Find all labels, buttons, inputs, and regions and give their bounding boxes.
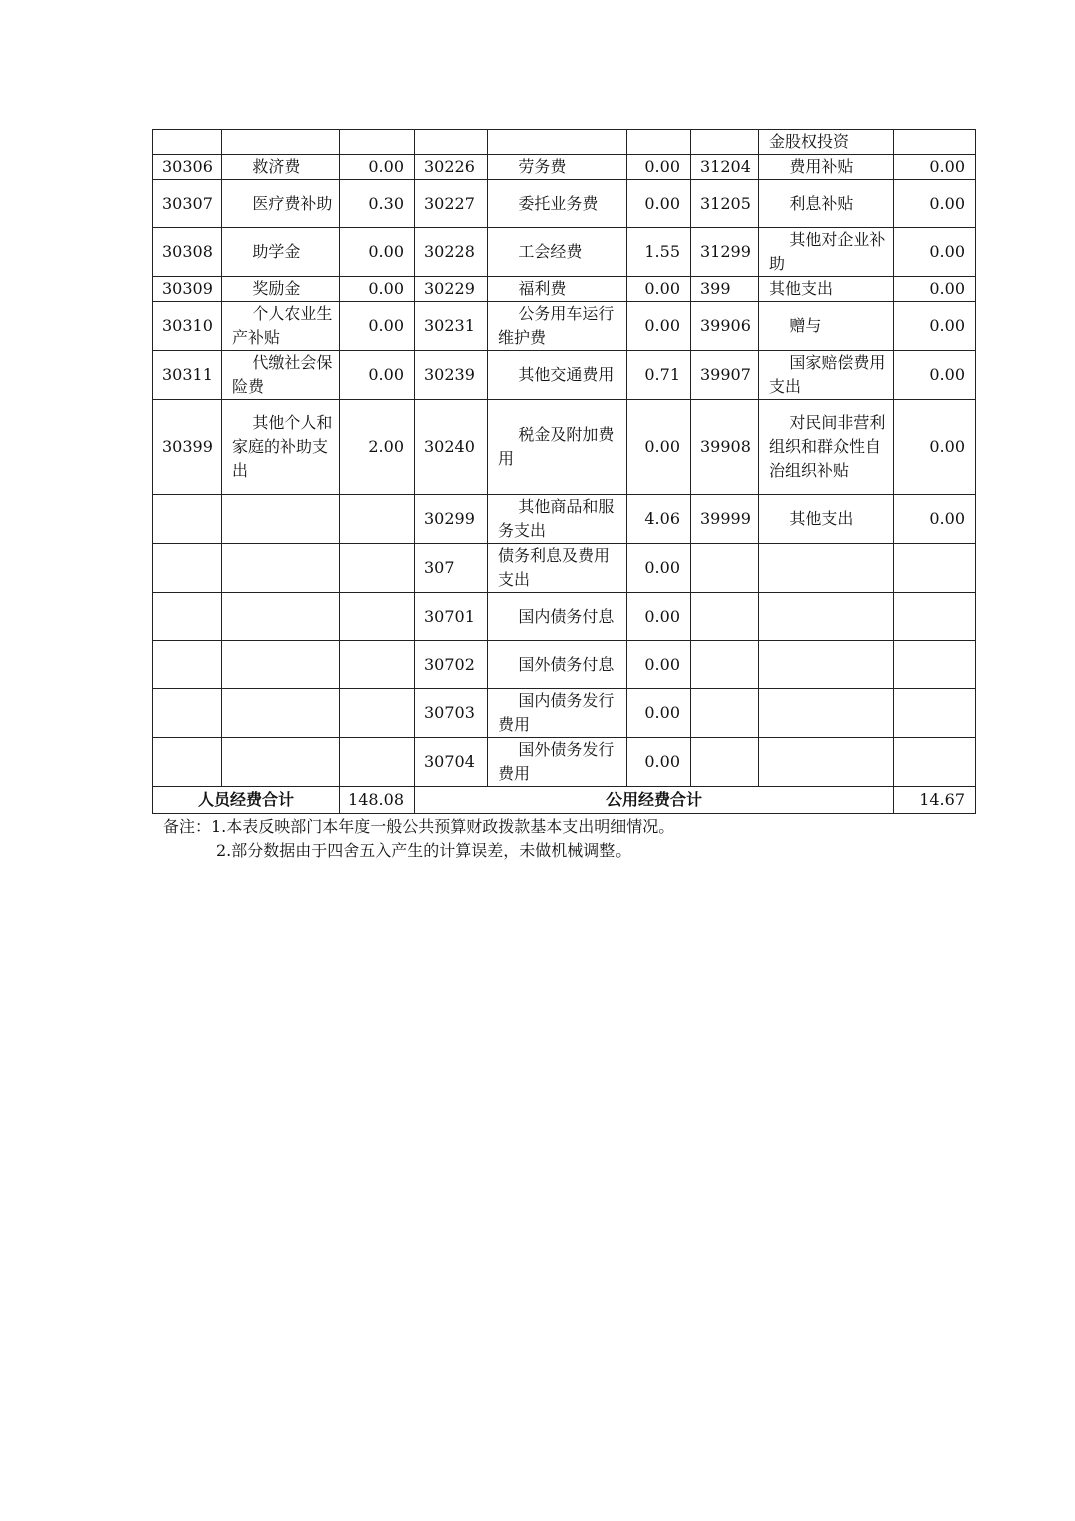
other-code-cell: 39999 [691, 495, 759, 544]
public-code-cell: 307 [415, 544, 488, 593]
other-item-cell [759, 738, 894, 787]
other-item-cell [759, 593, 894, 641]
remark-line-2: 2.部分数据由于四舍五入产生的计算误差，未做机械调整。 [216, 841, 632, 860]
other-item-cell: 其他支出 [759, 277, 894, 302]
public-code-cell: 30227 [415, 180, 488, 228]
public-amount-cell: 0.71 [627, 351, 691, 400]
table-row [153, 495, 976, 544]
public-amount-cell: 0.00 [627, 302, 691, 351]
other-code-cell [691, 738, 759, 787]
personnel-item-cell: 救济费 [222, 155, 340, 180]
expenditure-detail-table [152, 129, 976, 814]
public-item-cell: 国内债务付息 [488, 593, 627, 641]
personnel-amount-cell [340, 593, 415, 641]
personnel-item-cell: 个人农业生产补贴 [222, 302, 340, 351]
table-row [153, 277, 976, 302]
personnel-code-cell: 30309 [153, 277, 222, 302]
table-row [153, 400, 976, 495]
public-code-cell: 30703 [415, 689, 488, 738]
public-item-cell: 委托业务费 [488, 180, 627, 228]
personnel-amount-cell: 0.00 [340, 302, 415, 351]
public-item-cell: 劳务费 [488, 155, 627, 180]
personnel-amount-cell: 0.00 [340, 155, 415, 180]
public-item-cell [488, 130, 627, 155]
public-total-label: 公用经费合计 [415, 787, 894, 814]
public-amount-cell: 0.00 [627, 400, 691, 495]
personnel-amount-cell [340, 130, 415, 155]
personnel-amount-cell: 2.00 [340, 400, 415, 495]
public-code-cell: 30240 [415, 400, 488, 495]
public-code-cell [415, 130, 488, 155]
personnel-code-cell [153, 544, 222, 593]
personnel-code-cell [153, 738, 222, 787]
public-amount-cell: 0.00 [627, 180, 691, 228]
other-amount-cell [894, 593, 976, 641]
other-item-cell: 其他支出 [759, 495, 894, 544]
public-item-cell: 国外债务发行费用 [488, 738, 627, 787]
public-code-cell: 30228 [415, 228, 488, 277]
public-item-cell: 其他商品和服务支出 [488, 495, 627, 544]
public-amount-cell: 0.00 [627, 593, 691, 641]
personnel-item-cell [222, 130, 340, 155]
personnel-code-cell [153, 130, 222, 155]
personnel-code-cell: 30307 [153, 180, 222, 228]
other-item-cell: 赠与 [759, 302, 894, 351]
personnel-item-cell [222, 544, 340, 593]
public-amount-cell: 1.55 [627, 228, 691, 277]
other-code-cell: 31299 [691, 228, 759, 277]
personnel-amount-cell [340, 738, 415, 787]
other-code-cell [691, 689, 759, 738]
personnel-item-cell: 代缴社会保险费 [222, 351, 340, 400]
personnel-code-cell [153, 495, 222, 544]
public-item-cell: 福利费 [488, 277, 627, 302]
public-amount-cell [627, 130, 691, 155]
table-row [153, 351, 976, 400]
personnel-amount-cell [340, 689, 415, 738]
personnel-amount-cell: 0.30 [340, 180, 415, 228]
personnel-code-cell: 30310 [153, 302, 222, 351]
public-item-cell: 国内债务发行费用 [488, 689, 627, 738]
personnel-amount-cell [340, 641, 415, 689]
table-row [153, 689, 976, 738]
totals-row [153, 787, 976, 814]
personnel-code-cell: 30308 [153, 228, 222, 277]
public-total-value: 14.67 [894, 787, 976, 814]
public-item-cell: 税金及附加费用 [488, 400, 627, 495]
other-amount-cell [894, 641, 976, 689]
public-amount-cell: 0.00 [627, 738, 691, 787]
table-row [153, 641, 976, 689]
table-row [153, 593, 976, 641]
other-amount-cell: 0.00 [894, 180, 976, 228]
public-item-cell: 债务利息及费用支出 [488, 544, 627, 593]
other-item-cell [759, 689, 894, 738]
public-code-cell: 30702 [415, 641, 488, 689]
other-code-cell [691, 130, 759, 155]
public-code-cell: 30704 [415, 738, 488, 787]
other-item-cell: 费用补贴 [759, 155, 894, 180]
other-code-cell: 39906 [691, 302, 759, 351]
table-row [153, 130, 976, 155]
personnel-code-cell: 30399 [153, 400, 222, 495]
public-item-cell: 工会经费 [488, 228, 627, 277]
other-item-cell: 利息补贴 [759, 180, 894, 228]
table-row [153, 738, 976, 787]
other-code-cell: 39907 [691, 351, 759, 400]
public-amount-cell: 0.00 [627, 689, 691, 738]
personnel-item-cell: 助学金 [222, 228, 340, 277]
public-amount-cell: 0.00 [627, 641, 691, 689]
public-item-cell: 公务用车运行维护费 [488, 302, 627, 351]
other-amount-cell: 0.00 [894, 155, 976, 180]
other-code-cell: 39908 [691, 400, 759, 495]
personnel-amount-cell: 0.00 [340, 351, 415, 400]
personnel-item-cell [222, 689, 340, 738]
other-amount-cell: 0.00 [894, 495, 976, 544]
other-code-cell: 31204 [691, 155, 759, 180]
personnel-item-cell [222, 593, 340, 641]
other-code-cell [691, 544, 759, 593]
table-row [153, 155, 976, 180]
other-amount-cell: 0.00 [894, 351, 976, 400]
personnel-total-value: 148.08 [340, 787, 415, 814]
public-code-cell: 30239 [415, 351, 488, 400]
personnel-amount-cell: 0.00 [340, 277, 415, 302]
personnel-code-cell [153, 641, 222, 689]
other-item-cell [759, 641, 894, 689]
personnel-amount-cell [340, 544, 415, 593]
other-amount-cell [894, 544, 976, 593]
public-code-cell: 30231 [415, 302, 488, 351]
other-amount-cell [894, 130, 976, 155]
public-amount-cell: 0.00 [627, 544, 691, 593]
personnel-item-cell [222, 495, 340, 544]
table-row [153, 228, 976, 277]
public-code-cell: 30229 [415, 277, 488, 302]
public-item-cell: 国外债务付息 [488, 641, 627, 689]
personnel-code-cell [153, 593, 222, 641]
personnel-item-cell: 其他个人和家庭的补助支出 [222, 400, 340, 495]
other-code-cell: 31205 [691, 180, 759, 228]
public-code-cell: 30299 [415, 495, 488, 544]
other-amount-cell [894, 738, 976, 787]
table-row [153, 302, 976, 351]
public-amount-cell: 0.00 [627, 277, 691, 302]
personnel-item-cell [222, 641, 340, 689]
public-amount-cell: 0.00 [627, 155, 691, 180]
personnel-amount-cell [340, 495, 415, 544]
personnel-code-cell [153, 689, 222, 738]
personnel-code-cell: 30311 [153, 351, 222, 400]
personnel-item-cell: 医疗费补助 [222, 180, 340, 228]
other-amount-cell: 0.00 [894, 277, 976, 302]
other-amount-cell: 0.00 [894, 400, 976, 495]
other-amount-cell: 0.00 [894, 302, 976, 351]
other-code-cell [691, 593, 759, 641]
public-amount-cell: 4.06 [627, 495, 691, 544]
public-code-cell: 30701 [415, 593, 488, 641]
other-amount-cell [894, 689, 976, 738]
other-item-cell: 对民间非营利组织和群众性自治组织补贴 [759, 400, 894, 495]
personnel-item-cell [222, 738, 340, 787]
public-item-cell: 其他交通费用 [488, 351, 627, 400]
remarks [163, 815, 674, 863]
personnel-item-cell: 奖励金 [222, 277, 340, 302]
other-amount-cell: 0.00 [894, 228, 976, 277]
other-code-cell: 399 [691, 277, 759, 302]
remark-line-1: 备注：1.本表反映部门本年度一般公共预算财政拨款基本支出明细情况。 [163, 817, 675, 836]
other-item-cell [759, 544, 894, 593]
other-item-cell: 国家赔偿费用支出 [759, 351, 894, 400]
public-code-cell: 30226 [415, 155, 488, 180]
other-item-cell: 其他对企业补助 [759, 228, 894, 277]
personnel-amount-cell: 0.00 [340, 228, 415, 277]
personnel-code-cell: 30306 [153, 155, 222, 180]
table-row [153, 544, 976, 593]
other-item-cell: 金股权投资 [759, 130, 894, 155]
other-code-cell [691, 641, 759, 689]
personnel-total-label: 人员经费合计 [153, 787, 340, 814]
table-row [153, 180, 976, 228]
